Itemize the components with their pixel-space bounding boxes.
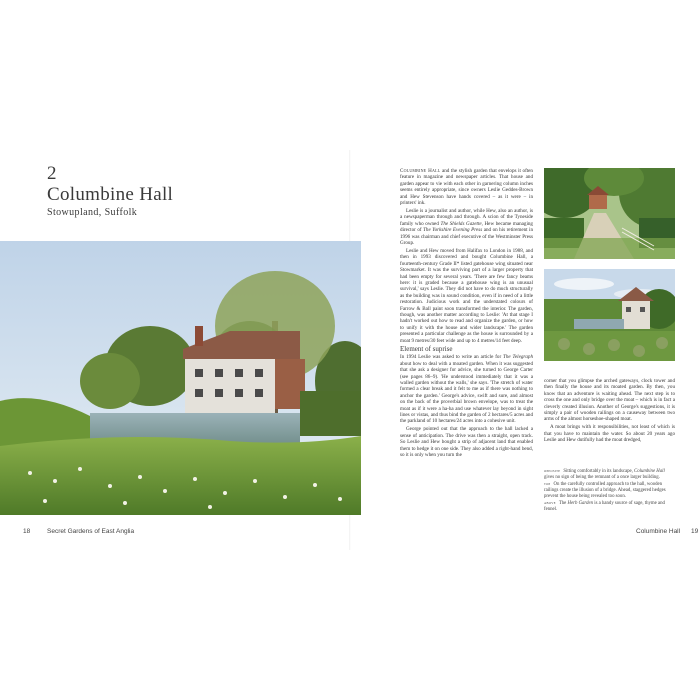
caption-italic: Columbine Hall [634,469,665,474]
paragraph-text: and the stylish garden that envelops it often feature in magazine and newspaper articles. That house and garden appear to vie with each other in garnering column inches seems entirely appropriate, since owners Leslie Geddes-Brown and Hew Stevenson have hands covered – as it were – in printers' ink. [400,168,533,207]
text-column-2 [544,378,675,445]
paragraph: Leslie and Hew moved from Halifax to London in 1988, and then in 1993 discovered and bought Columbine Hall, a fourteenth-century Grade II* listed gatehouse wing situated near Stowmarket. It was the surviving part of a larger property that had been empty for several years. 'There are few fancy beams here: it is graded because a gatehouse wing is an unusual survival,' says Leslie. They did not have to do much structurally as the building was in sound condition, even if in need of a little restoration. Judicious work and the understated colours of Farrow & Ball paint soon transformed the interior. The garden, though, was another matter according to Leslie: 'At that stage I hadn't worked out how to read and organize the garden, or how to unify it with the house and wider landscape.' The garden presented a particular challenge as the house is surrounded by a moat 9 metres/30 feet wide and up to 4 metres/14 feet deep. [400,247,533,344]
running-title-left: Secret Gardens of East Anglia [47,528,135,535]
chapter-subtitle: Stowupland, Suffolk [47,207,138,218]
paragraph [400,168,533,206]
italic-title: The Shields Gazette [440,220,482,227]
caption-text: is a handy source of sage, thyme and fennel. [544,501,665,512]
caption [544,469,675,481]
paragraph: George pointed out that the approach to the hall lacked a sense of anticipation. The drive was then a straight, open track. So Leslie and Hew bought a strip of adjacent land that enabled them to hedge it on one side. They also added a right-hand bend, so it is only when you turn the [400,426,533,458]
caption-text: On the carefully controlled approach to the hall, wooden railings create the illusion of a bridge. Ahead, staggered hedges prevent the house being revealed too soon. [544,482,666,499]
paragraph-text: and on his retirement in 1996 was chairman and chief executive of the Westminster Press Group. [400,227,534,246]
paragraph-text: about how to deal with a moated garden. When it was suggested that she ask a designer for advice, she turned to George Carter (see pages 86–9). 'He understood immediately that it was a walled garden without the walls,' she says. 'The stretch of water formed a clear break and it felt to me as if there was nothing to anchor the garden.' George's advice, swift and sure, and almost on the back of the proverbial brown envelope, was to treat the moat as if it were a ha-ha and use whatever lay beyond in sight lines or vistas, and thus bind the garden of 2 hectares/5 acres and the parkland of 10 hectares/24 acres into a cohesive unit. [400,360,533,425]
paragraph-text: In 1994 Leslie was asked to write an article for [400,354,504,361]
photo-captions [544,469,675,514]
hero-photo [0,241,361,515]
herb-garden-photo [544,269,675,361]
caption-text: The [558,501,568,506]
italic-title: The Yorkshire Evening Press [423,227,483,234]
running-title-right: Columbine Hall [636,528,681,535]
text-column-1 [400,168,533,460]
paragraph [400,208,533,246]
paragraph: corner that you glimpse the arched gateways, clock tower and then finally the house and its moated garden. By then, you know that an adventure is waiting ahead. The next step is to cross the one and only bridge over the moat – which is in fact a cleverly created illusion. Another of George's suggestions, it is simply a pair of wooden railings on a causeway between two arms of the almost horseshoe-shaped moat. [544,378,675,423]
italic-title: The Telegraph [503,354,533,361]
paragraph-text: Leslie is a journalist and author, while Hew, also an author, is a newspaperman through and through. A scion of the Tyneside family who owned [400,207,533,227]
chapter-title: Columbine Hall [47,184,174,205]
paragraph [400,354,533,424]
approach-photo [544,168,675,259]
caption-text: gives no sign of being the remnant of a once larger building. [544,475,660,480]
caption-key: top [544,482,551,487]
paragraph: A moat brings with it responsibilities, not least of which is that you have to maintain the water. So about 20 years ago Leslie and Hew dutifully had the moat dredged, [544,424,675,444]
caption [544,482,675,500]
caption-key: above [544,501,556,506]
caption-text: Sitting comfortably in its landscape, [563,469,635,474]
page-number-right: 19 [691,528,699,535]
caption [544,501,675,513]
section-heading: Element of suprise [400,344,453,353]
chapter-number: 2 [47,163,57,184]
paragraph-text: , Hew became managing director of [400,220,533,234]
caption-key: opposite [544,469,561,474]
lead-in: Columbine Hall [400,168,441,174]
page-number-left: 18 [23,528,31,535]
caption-italic: Herb Garden [567,501,594,506]
